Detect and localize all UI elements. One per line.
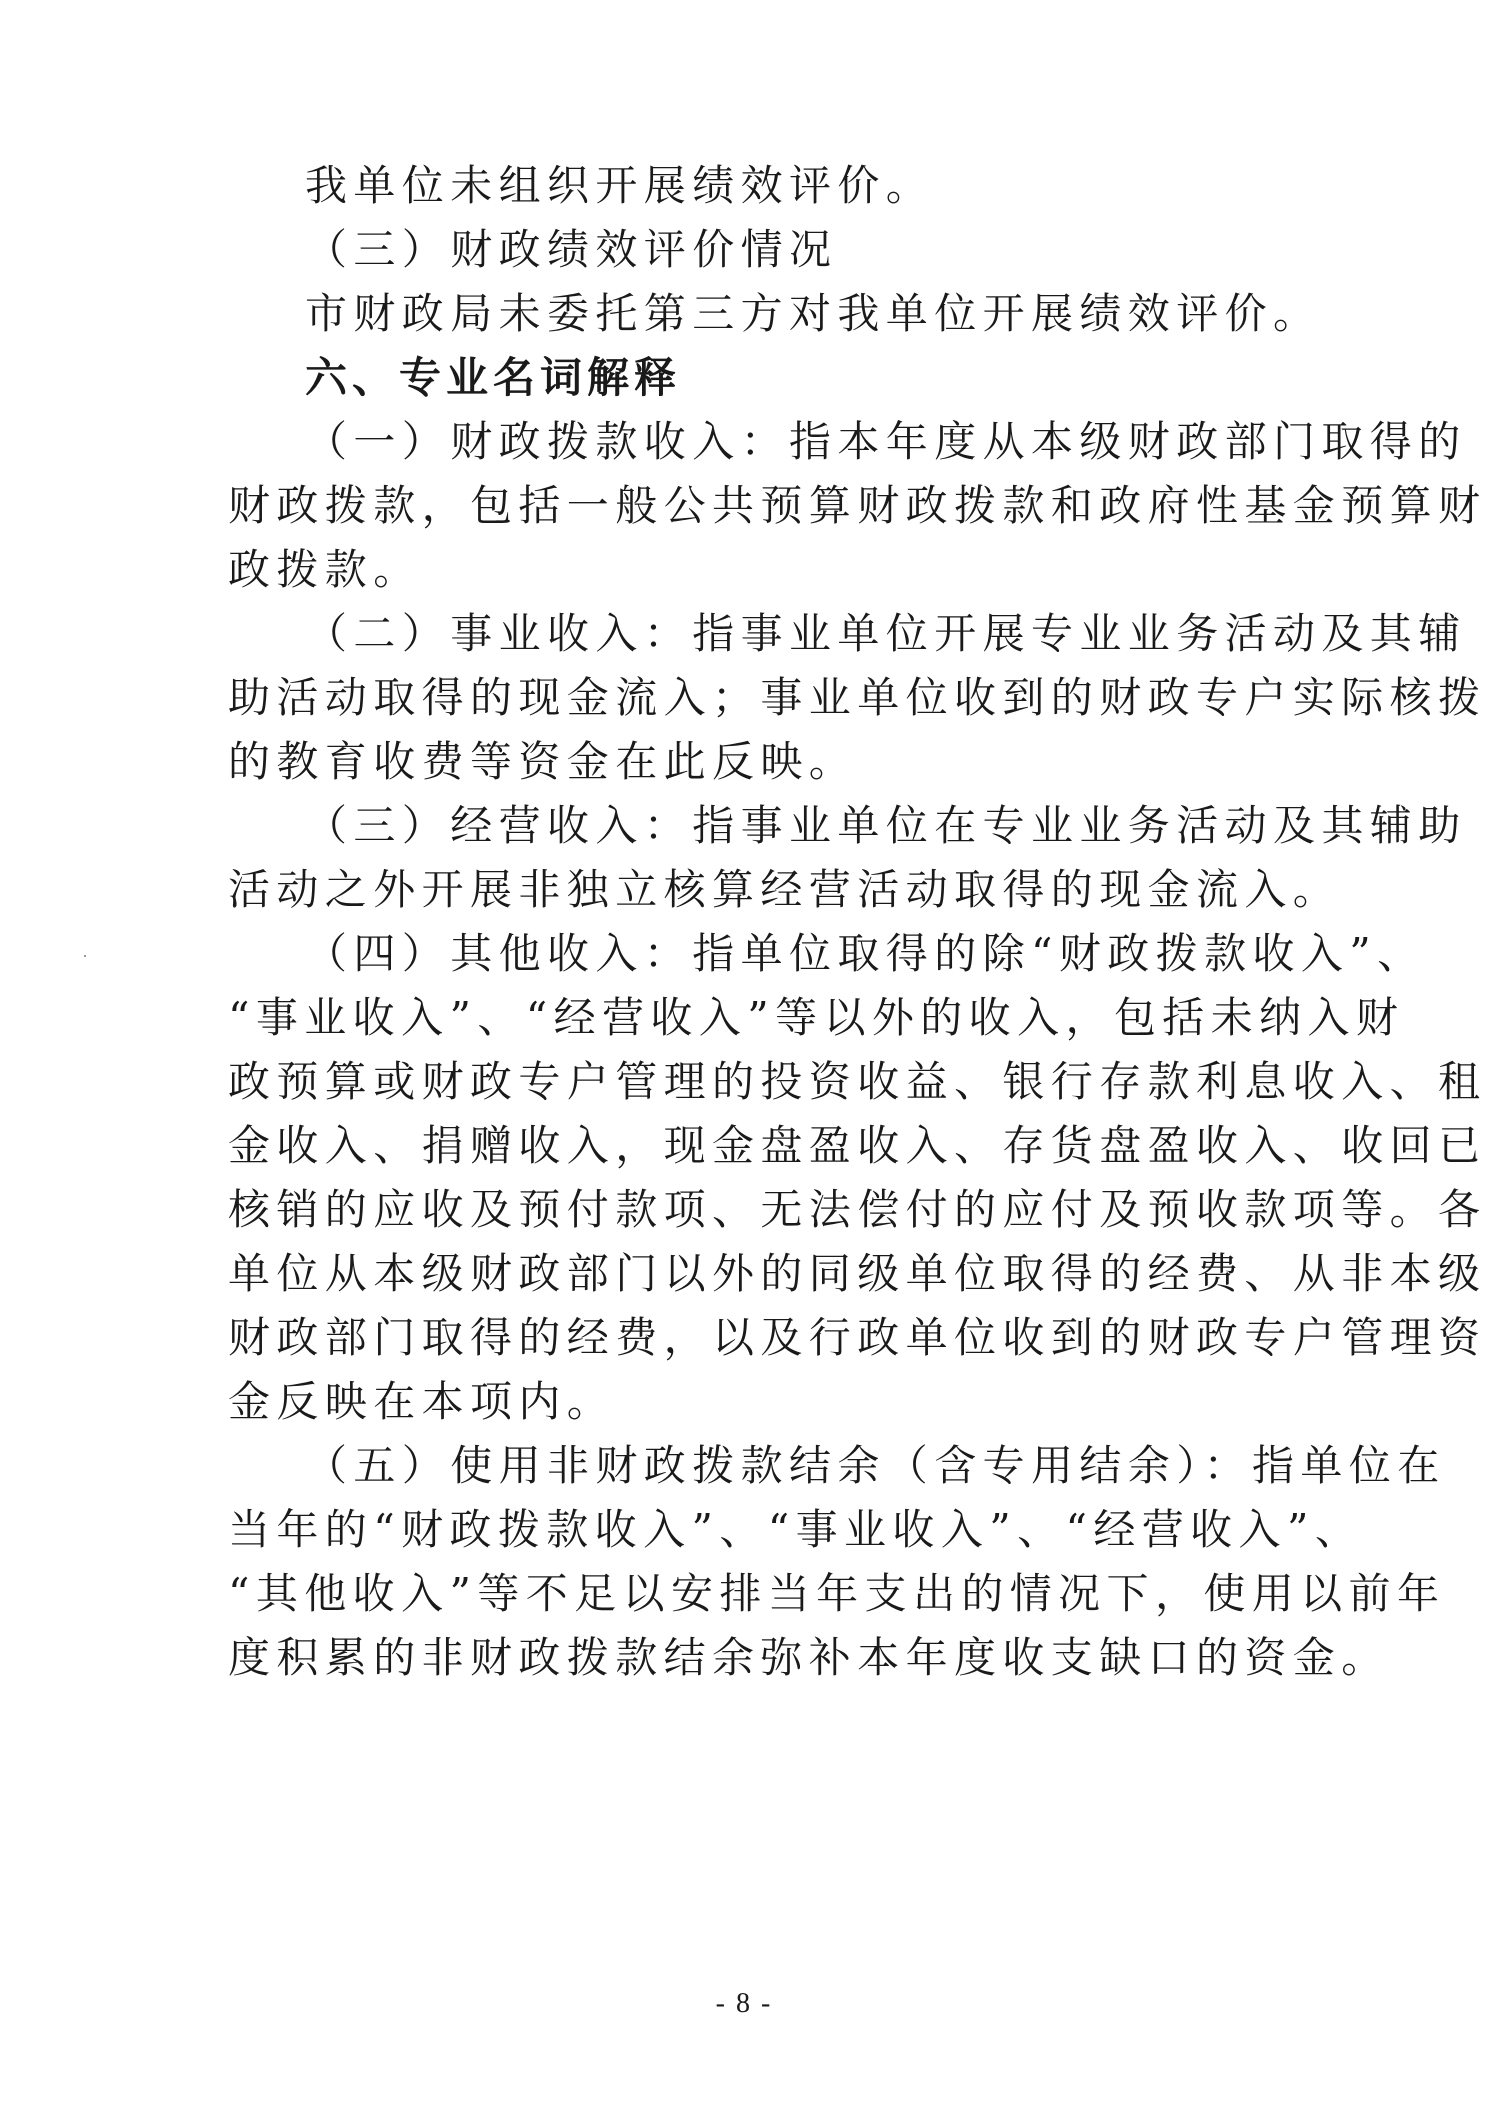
paragraph-line: 金收入、捐赠收入，现金盘盈收入、存货盘盈收入、收回已 — [228, 1121, 1487, 1170]
paragraph-line: 的教育收费等资金在此反映。 — [228, 737, 858, 786]
paragraph-line: 助活动取得的现金流入；事业单位收到的财政专户实际核拨 — [228, 673, 1487, 722]
paragraph-line: “其他收入”等不足以安排当年支出的情况下，使用以前年 — [228, 1569, 1446, 1618]
paragraph-line: 核销的应收及预付款项、无法偿付的应付及预收款项等。各 — [228, 1185, 1487, 1234]
paragraph-line: 度积累的非财政拨款结余弥补本年度收支缺口的资金。 — [228, 1633, 1390, 1682]
paragraph-line: 活动之外开展非独立核算经营活动取得的现金流入。 — [228, 865, 1342, 914]
paragraph-line: 金反映在本项内。 — [228, 1377, 616, 1426]
section-heading: 六、专业名词解释 — [305, 353, 682, 402]
paragraph-line: （四）其他收入：指单位取得的除“财政拨款收入”、 — [305, 929, 1426, 978]
paragraph-line: （三）经营收入：指事业单位在专业业务活动及其辅助 — [305, 801, 1467, 850]
paragraph-line: 政拨款。 — [228, 545, 422, 594]
paragraph-line: 单位从本级财政部门以外的同级单位取得的经费、从非本级 — [228, 1249, 1487, 1298]
paragraph-line: （一）财政拨款收入：指本年度从本级财政部门取得的 — [305, 417, 1467, 466]
paragraph-line: （五）使用非财政拨款结余（含专用结余）：指单位在 — [305, 1441, 1446, 1490]
page-number: - 8 - — [715, 1988, 773, 2019]
paragraph-line: 政预算或财政专户管理的投资收益、银行存款利息收入、租 — [228, 1057, 1487, 1106]
paragraph-line: 财政拨款，包括一般公共预算财政拨款和政府性基金预算财 — [228, 481, 1487, 530]
paragraph-line: 当年的“财政拨款收入”、“事业收入”、“经营收入”、 — [228, 1505, 1364, 1554]
paragraph-line: 财政部门取得的经费，以及行政单位收到的财政专户管理资 — [228, 1313, 1487, 1362]
paragraph-line: （二）事业收入：指事业单位开展专业业务活动及其辅 — [305, 609, 1467, 658]
scan-speck — [84, 955, 86, 957]
paragraph-line: “事业收入”、“经营收入”等以外的收入，包括未纳入财 — [228, 993, 1405, 1042]
paragraph-line: 我单位未组织开展绩效评价。 — [305, 161, 935, 210]
subsection-heading: （三）财政绩效评价情况 — [305, 225, 838, 274]
paragraph-line: 市财政局未委托第三方对我单位开展绩效评价。 — [305, 289, 1322, 338]
